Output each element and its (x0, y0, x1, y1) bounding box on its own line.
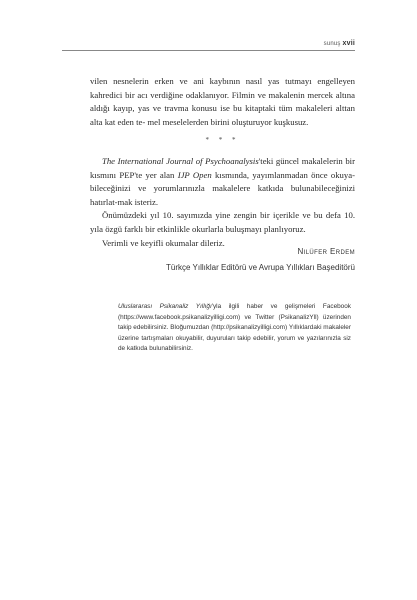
paragraph-1 (90, 75, 355, 129)
p1-line-4: mel meselelerden birini oluşturuyor kuşkusuz. (147, 116, 309, 127)
signature-name (166, 247, 355, 256)
note-text: 'yla ilgili haber ve gelişmeleri Facebook (https://www.facebook.psikanalizyilligi.com) ve Twitter (PsikanalizYll) üzerinden takip edebilirsiniz. Bloğumuzdan (http://psikanalizyilligi.com) Yıllıklardaki makaleler üzerine tartışmaları okuyabilir, duyuruları takip edebilir, yorum ve yazılarınızla siz de katkıda bulunabilirsiniz. (118, 303, 351, 353)
header-section: sunuş (323, 41, 341, 47)
note-italic: Uluslararası Psikanaliz Yıllığı (118, 303, 212, 310)
header-text (324, 40, 355, 47)
paragraph-2 (90, 155, 355, 209)
journal-title: The International Journal of Psychoanalysis (102, 155, 259, 166)
ijp-open: IJP Open (177, 169, 212, 180)
paragraph-4: Verimli ve keyifli okumalar dileriz. (102, 237, 225, 248)
signature-name-text: Nilüfer Erdem (297, 247, 355, 256)
paragraph-3: Önümüzdeki yıl 10. sayımızda yine zengin bir içerikle ve bu defa 10. yıla özgü farklı bir etkinlikle okurlarla buluşmayı planlıyoruz. (90, 210, 355, 234)
running-header (62, 41, 355, 51)
p2-text-b: kısmında, yayımlanmadan önce okuya-bileceğinizi ve yorumlarınızla makalelere katkıda bulunabileceğinizi hatırlat-mak isteriz. (90, 169, 355, 207)
p1-line-1: vilen nesnelerin erken ve ani kaybının nasıl yas tutmayı engelleyen kahredici (90, 76, 355, 100)
p2-text-a: 'teki güncel makalelerin bir kısmını PEP'te yer alan (90, 155, 355, 180)
p1-line-3: yas ve travma konusu ise bu kitaptaki tüm makaleleri alttan alta kat eden te- (90, 103, 355, 127)
section-separator: * * * (205, 136, 240, 145)
body-text (90, 75, 355, 250)
p1-line-2: bir acı verdiğine odaklanıyor. Filmin ve makalenin mercek altına aldığı kayıp, (90, 89, 356, 114)
page-number: xvii (342, 40, 355, 47)
footer-note (118, 302, 351, 355)
signature-title: Türkçe Yıllıklar Editörü ve Avrupa Yıllıkları Başeditörü (166, 263, 355, 272)
signature-block (166, 247, 355, 272)
